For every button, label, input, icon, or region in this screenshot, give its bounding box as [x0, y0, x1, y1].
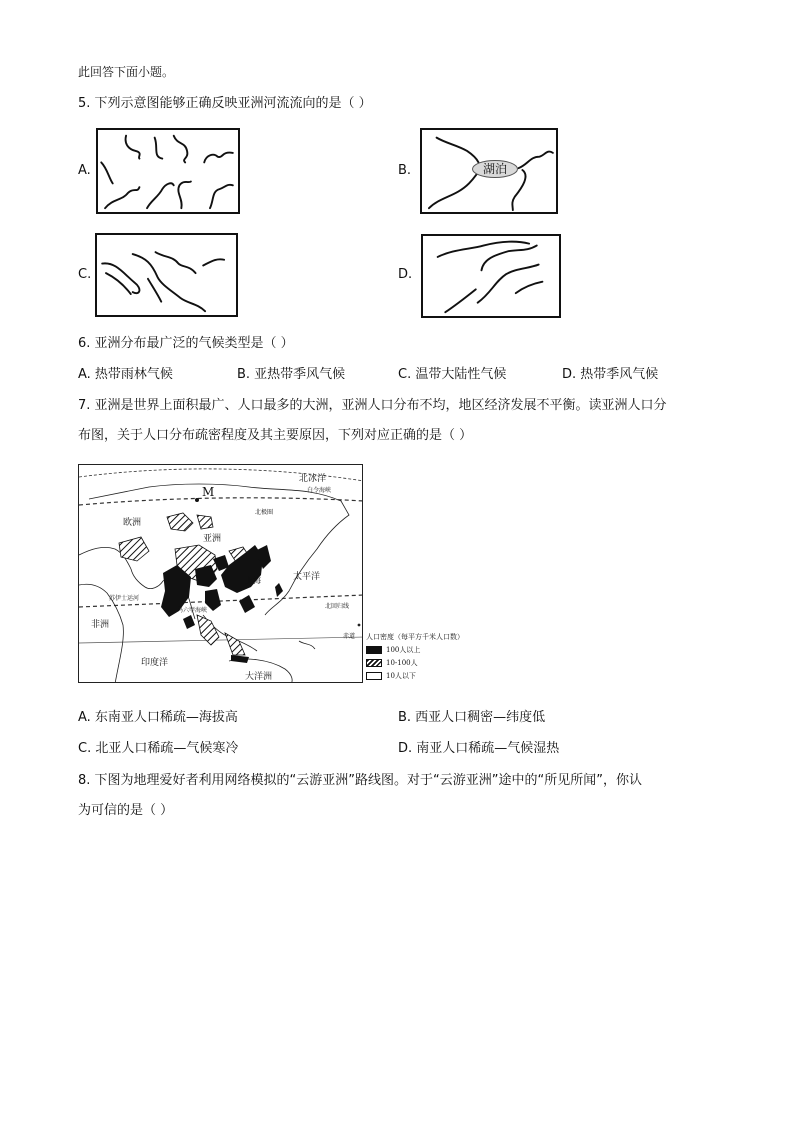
map-label-africa: 非洲 [91, 620, 110, 630]
question-8-stem-line2: 为可信的是（ ） [78, 803, 174, 818]
map-label-arctic-ocean: 北冰洋 [299, 474, 327, 484]
q5-option-a-diagram[interactable] [96, 128, 240, 214]
map-legend [366, 630, 464, 682]
map-label-europe: 欧洲 [123, 518, 142, 528]
river-diagram-d [423, 236, 559, 316]
q7-option-b[interactable]: B. 西亚人口稠密—纬度低 [398, 710, 546, 725]
legend-swatch-black [366, 646, 382, 654]
map-label-equator: 赤道 [343, 633, 356, 640]
q5-option-a-label[interactable]: A. [78, 163, 91, 178]
legend-label-high: 100人以上 [386, 645, 421, 654]
legend-title: 人口密度（每平方千米人口数） [366, 632, 464, 641]
q5-option-b-diagram[interactable] [420, 128, 558, 214]
lake-marker [472, 160, 518, 178]
map-label-bering-strait: 白令海峡 [307, 487, 332, 494]
asia-population-map [78, 464, 363, 683]
map-label-pacific-ocean: 太平洋 [293, 572, 321, 582]
legend-label-low: 10人以下 [386, 671, 416, 680]
map-label-arctic-circle: 北极圈 [255, 509, 274, 516]
q5-option-c-label[interactable]: C. [78, 267, 92, 282]
intro-text: 此回答下面小题。 [78, 65, 175, 79]
river-diagram-a [98, 130, 238, 212]
asia-map-drawing [79, 465, 363, 683]
question-7-stem-line2: 布图，关于人口分布疏密程度及其主要原因，下列对应正确的是（ ） [78, 428, 473, 443]
map-label-asia: 亚洲 [203, 534, 222, 544]
map-label-indian-ocean: 印度洋 [141, 658, 169, 668]
q7-option-d[interactable]: D. 南亚人口稀疏—气候湿热 [398, 741, 560, 756]
q7-option-c[interactable]: C. 北亚人口稀疏—气候寒冷 [78, 741, 239, 756]
q5-option-d-label[interactable]: D. [398, 267, 413, 282]
river-diagram-c [97, 235, 236, 315]
map-label-suez-canal: 苏伊士运河 [109, 595, 140, 602]
question-8-stem-line1: 8. 下图为地理爱好者利用网络模拟的“云游亚洲”路线图。对于“云游亚洲”途中的“所见所闻”，你认 [78, 773, 642, 788]
map-label-oceania: 大洋洲 [245, 672, 273, 682]
q6-option-a[interactable]: A. 热带雨林气候 [78, 367, 173, 382]
lake-label: 湖泊 [482, 162, 507, 176]
question-5-stem: 5. 下列示意图能够正确反映亚洲河流流向的是（ ） [78, 96, 372, 111]
q5-option-d-diagram[interactable] [421, 234, 561, 318]
map-label-tropic-of-cancer: 北回归线 [325, 603, 350, 610]
legend-item-low [366, 669, 464, 682]
legend-label-medium: 10-100人 [386, 658, 418, 667]
legend-item-high [366, 643, 464, 656]
q5-option-c-diagram[interactable] [95, 233, 238, 317]
q6-option-d[interactable]: D. 热带季风气候 [562, 367, 659, 382]
legend-swatch-white [366, 672, 382, 680]
q5-option-b-label[interactable]: B. [398, 163, 412, 178]
q7-option-a[interactable]: A. 东南亚人口稀疏—海拔高 [78, 710, 238, 725]
map-label-shanghai: 上海 [245, 576, 261, 585]
map-point-m-label: M [202, 485, 215, 499]
legend-swatch-hatched [366, 659, 382, 667]
question-7-stem-line1: 7. 亚洲是世界上面积最广、人口最多的大洲，亚洲人口分布不均，地区经济发展不平衡。读亚洲人口分 [78, 398, 667, 413]
q6-option-b[interactable]: B. 亚热带季风气候 [237, 367, 346, 382]
question-6-stem: 6. 亚洲分布最广泛的气候类型是（ ） [78, 336, 294, 351]
legend-item-medium [366, 656, 464, 669]
map-label-malacca-strait: 马六甲海峡 [177, 607, 208, 614]
q6-option-c[interactable]: C. 温带大陆性气候 [398, 367, 507, 382]
